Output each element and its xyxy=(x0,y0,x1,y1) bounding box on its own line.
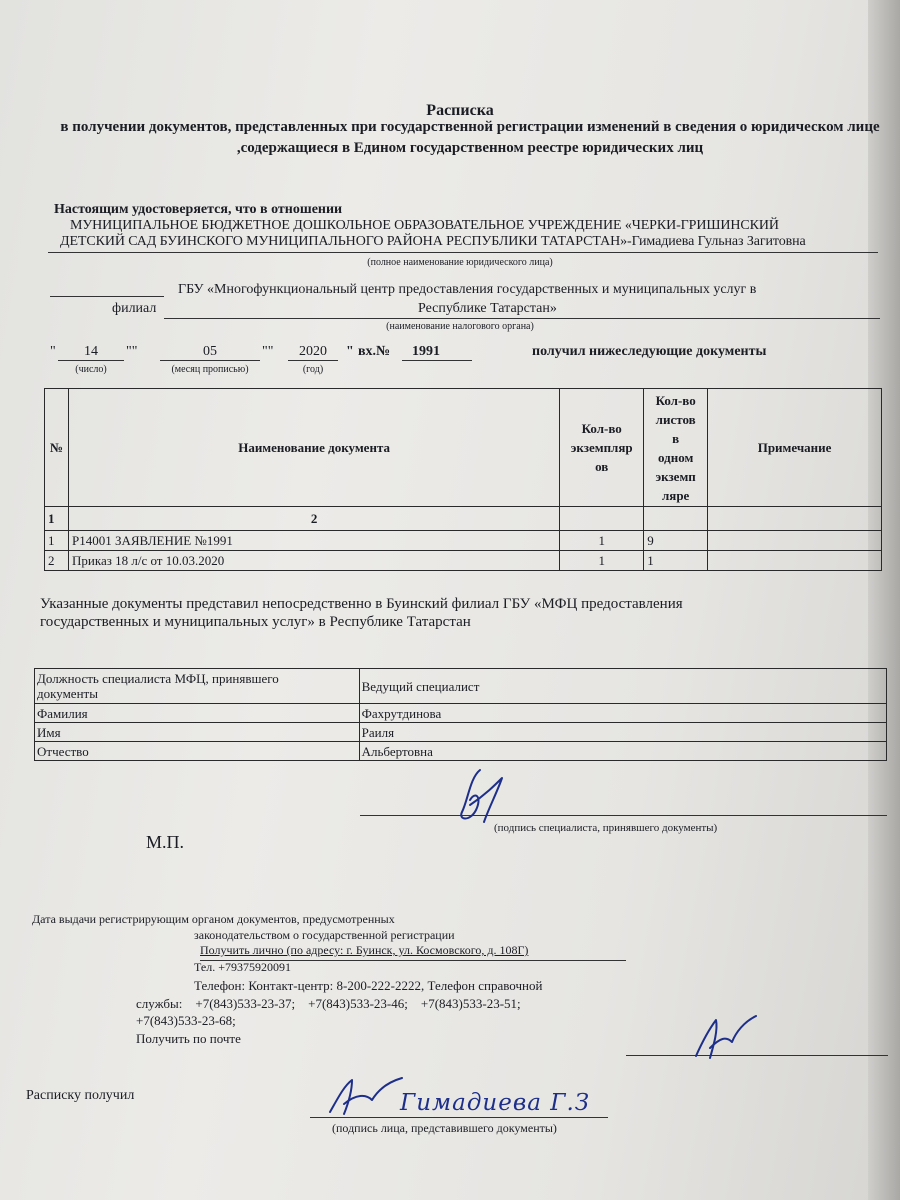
agency-blank-line xyxy=(50,296,164,297)
surname-value: Фахрутдинова xyxy=(359,704,886,723)
stamp-place: М.П. xyxy=(146,832,185,852)
position-value: Ведущий специалист xyxy=(359,669,886,704)
date-quote-2: "" xyxy=(126,344,138,359)
header-num: № xyxy=(45,389,69,507)
mail-signature xyxy=(684,1008,774,1068)
org-name-line-1: МУНИЦИПАЛЬНОЕ БЮДЖЕТНОЕ ДОШКОЛЬНОЕ ОБРАЗОВАТЕЛЬНОЕ УЧРЕЖДЕНИЕ «ЧЕРКИ-ГРИШИНСКИЙ xyxy=(70,218,779,233)
incoming-number: 1991 xyxy=(412,344,440,359)
row-name: Р14001 ЗАЯВЛЕНИЕ №1991 xyxy=(68,531,559,551)
row-note xyxy=(708,551,882,571)
header-copies: Кол-во экземпляр ов xyxy=(560,389,644,507)
specialist-table xyxy=(34,668,887,761)
row-note xyxy=(708,531,882,551)
table-header-row xyxy=(45,389,882,507)
agency-underline xyxy=(164,318,880,319)
document-title: Расписка xyxy=(426,102,494,119)
date-quote-3: "" xyxy=(262,344,274,359)
date-quote-close: " xyxy=(346,344,354,359)
pickup-address: Получить лично (по адресу: г. Буинск, ул. Космовского, д. 108Г) xyxy=(200,943,529,957)
incoming-label: вх.№ xyxy=(358,344,391,359)
header-note: Примечание xyxy=(708,389,882,507)
by-mail: Получить по почте xyxy=(136,1031,241,1046)
specialist-signature-caption: (подпись специалиста, принявшего документы) xyxy=(494,822,718,834)
header-name: Наименование документа xyxy=(68,389,559,507)
month-caption: (месяц прописью) xyxy=(171,364,249,375)
table-row xyxy=(45,531,882,551)
row-copies: 1 xyxy=(560,531,644,551)
agency-line-2: Республике Татарстан» xyxy=(418,301,557,316)
header-sheets: Кол-во листов в одном экземп ляре xyxy=(644,389,708,507)
presented-line-2: государственных и муниципальных услуг» в Республике Татарстан xyxy=(40,614,471,630)
position-label: Должность специалиста МФЦ, принявшего документы xyxy=(35,669,360,704)
row-num: 1 xyxy=(45,531,69,551)
issue-line-2: законодательством о государственной регистрации xyxy=(194,928,455,942)
hotline-line-3: +7(843)533-23-68; xyxy=(136,1013,236,1028)
presented-line-1: Указанные документы представил непосредственно в Буинский филиал ГБУ «МФЦ предоставления xyxy=(40,596,683,612)
staff-row-surname xyxy=(35,704,887,723)
documents-table xyxy=(44,388,882,571)
date-quote-open: " xyxy=(50,344,56,359)
surname-label: Фамилия xyxy=(35,704,360,723)
specialist-signature xyxy=(440,760,520,830)
row-copies: 1 xyxy=(560,551,644,571)
index-name: 2 xyxy=(68,507,559,531)
incoming-line xyxy=(402,360,472,361)
table-index-row xyxy=(45,507,882,531)
table-row xyxy=(45,551,882,571)
row-sheets: 1 xyxy=(644,551,708,571)
applicant-signature xyxy=(322,1072,412,1122)
patronymic-value: Альбертовна xyxy=(359,742,886,761)
row-name: Приказ 18 л/с от 10.03.2020 xyxy=(68,551,559,571)
date-year-line xyxy=(288,360,338,361)
applicant-handwritten-name: Гимадиева Г.З xyxy=(400,1090,591,1116)
staff-row-patronymic xyxy=(35,742,887,761)
index-num: 1 xyxy=(45,507,69,531)
patronymic-label: Отчество xyxy=(35,742,360,761)
phone: Тел. +79375920091 xyxy=(194,960,291,974)
agency-prefix: филиал xyxy=(112,301,157,316)
name-value: Раиля xyxy=(359,723,886,742)
agency-caption: (наименование налогового органа) xyxy=(386,321,534,332)
receipt-label: Расписку получил xyxy=(26,1088,135,1103)
staff-row-name xyxy=(35,723,887,742)
name-label: Имя xyxy=(35,723,360,742)
agency-line-1: ГБУ «Многофункциональный центр предоставления государственных и муниципальных услуг в xyxy=(178,282,757,297)
row-sheets: 9 xyxy=(644,531,708,551)
page-edge-shadow xyxy=(868,0,900,1200)
hotline-line-1: Телефон: Контакт-центр: 8-200-222-2222, Телефон справочной xyxy=(194,978,543,993)
day-caption: (число) xyxy=(75,364,107,375)
date-month-line xyxy=(160,360,260,361)
org-caption: (полное наименование юридического лица) xyxy=(367,257,553,268)
applicant-signature-caption: (подпись лица, представившего документы) xyxy=(332,1121,557,1135)
org-name-line-2: ДЕТСКИЙ САД БУИНСКОГО МУНИЦИПАЛЬНОГО РАЙОНА РЕСПУБЛИКИ ТАТАРСТАН»-Гимадиева Гульназ Загитовна xyxy=(60,234,806,249)
issue-line-1: Дата выдачи регистрирующим органом документов, предусмотренных xyxy=(32,912,395,926)
date-day-line xyxy=(58,360,124,361)
document-subtitle: в получении документов, представленных при государственной регистрации изменений в сведения о юридическом лице ,содержащиеся в Едином государственном реестре юридических лиц xyxy=(60,119,880,156)
year-caption: (год) xyxy=(302,364,324,375)
org-underline xyxy=(48,252,878,253)
received-text: получил нижеследующие документы xyxy=(532,344,767,359)
date-year: 2020 xyxy=(299,344,327,359)
staff-row-position xyxy=(35,669,887,704)
hotline-line-2: службы: +7(843)533-23-37; +7(843)533-23-46; +7(843)533-23-51; xyxy=(136,996,521,1011)
date-month: 05 xyxy=(203,344,217,359)
date-day: 14 xyxy=(84,344,98,359)
certify-intro: Настоящим удостоверяется, что в отношении xyxy=(54,202,343,217)
row-num: 2 xyxy=(45,551,69,571)
